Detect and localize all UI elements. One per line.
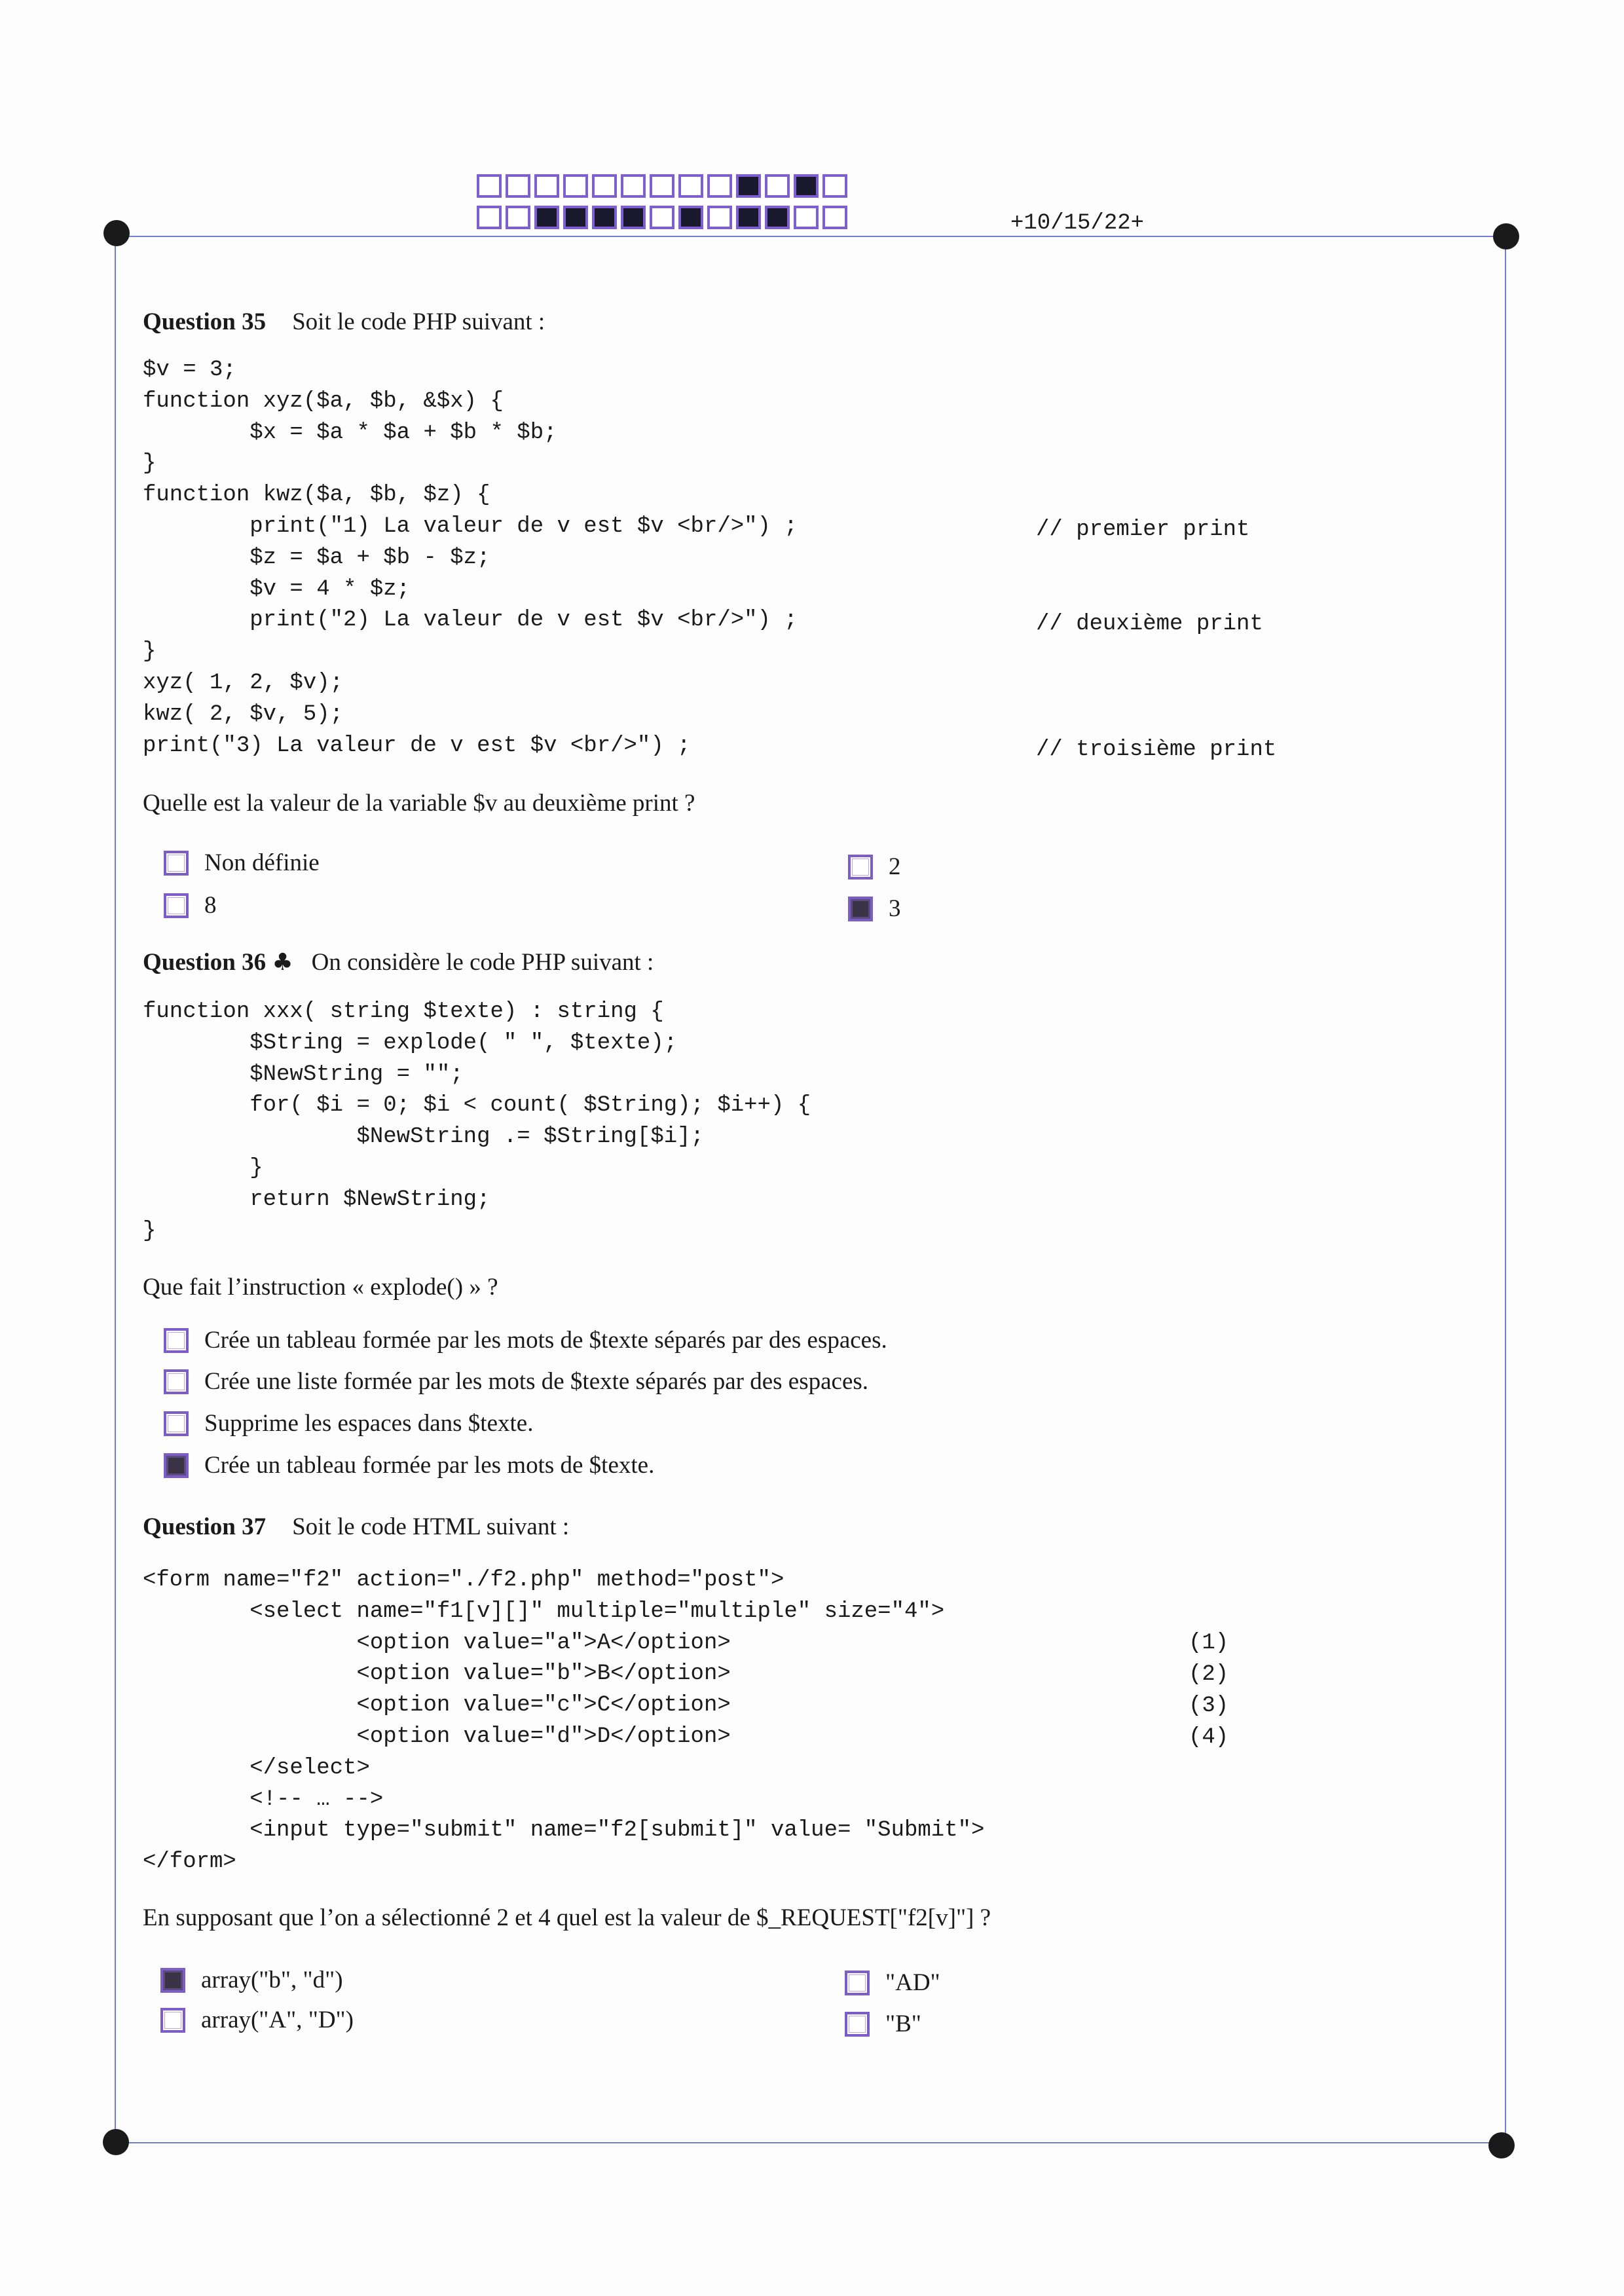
q36-choice-a[interactable]: [164, 1326, 887, 1354]
code-comment: // premier print: [1036, 517, 1250, 542]
code-comment: // troisième print: [1036, 737, 1277, 762]
frame-left-border: [115, 236, 116, 2142]
q36-choice-d[interactable]: [164, 1451, 654, 1479]
frame-top-border: [115, 236, 1506, 237]
question-36-header: [143, 948, 654, 976]
question-text: Soit le code PHP suivant :: [292, 308, 545, 335]
barcode-cell: [765, 174, 790, 198]
checkbox[interactable]: [164, 1411, 189, 1436]
barcode-cell: [506, 206, 530, 229]
barcode-cell: [534, 174, 559, 198]
choice-label: 8: [204, 892, 217, 919]
barcode-cell: [707, 174, 732, 198]
choice-label: Crée une liste formée par les mots de $texte séparés par des espaces.: [204, 1368, 869, 1395]
q36-prompt: Que fait l’instruction « explode() » ?: [143, 1274, 498, 1301]
checkbox-checked[interactable]: [160, 1968, 185, 1993]
barcode-cell: [621, 174, 646, 198]
question-text: Soit le code HTML suivant :: [292, 1513, 570, 1540]
barcode-row-1: [477, 174, 851, 198]
q35-choice-3[interactable]: [848, 895, 901, 923]
question-35-header: [143, 308, 545, 336]
corner-mark-bottom-right: [1488, 2132, 1515, 2158]
barcode-cell: [678, 174, 703, 198]
barcode-cell: [765, 206, 790, 229]
frame-right-border: [1505, 236, 1506, 2142]
q36-choice-b[interactable]: [164, 1367, 868, 1396]
barcode-cell: [650, 174, 674, 198]
barcode-cell: [794, 206, 819, 229]
choice-label: "B": [885, 2010, 921, 2037]
corner-mark-bottom-left: [103, 2129, 129, 2155]
barcode-cell: [563, 174, 588, 198]
club-icon: ♣: [272, 949, 293, 976]
q35-prompt: Quelle est la valeur de la variable $v au deuxième print ?: [143, 790, 695, 817]
barcode-cell: [736, 174, 761, 198]
barcode-cell: [621, 206, 646, 229]
q35-code-block: $v = 3; function xyz($a, $b, &$x) { $x = $a * $a + $b * $b; } function kwz($a, $b, $z) { print("1) La valeur de v est $v <br/>") ; $z = $a + $b - $z; $v = 4 * $z; print("2) La valeur de v est $v <br/>") ; } xyz( 1, 2, $v); kwz( 2, $v, 5); print("3) La valeur de v est $v <br/>") ;: [143, 358, 798, 758]
choice-label: Crée un tableau formée par les mots de $texte.: [204, 1452, 655, 1479]
barcode-cell: [822, 174, 847, 198]
choice-label: 2: [889, 853, 901, 880]
q35-choice-8[interactable]: [164, 891, 217, 919]
corner-mark-top-right: [1493, 223, 1519, 250]
question-number: Question 36: [143, 949, 267, 976]
question-number: Question 37: [143, 1513, 267, 1540]
checkbox-checked[interactable]: [164, 1453, 189, 1478]
checkbox[interactable]: [845, 1971, 870, 1995]
checkbox[interactable]: [160, 2008, 185, 2033]
barcode-cell: [506, 174, 530, 198]
choice-label: array("b", "d"): [201, 1967, 343, 1993]
q37-prompt: En supposant que l’on a sélectionné 2 et 4 quel est la valeur de $_REQUEST["f2[v]"] ?: [143, 1904, 991, 1931]
barcode-cell: [534, 206, 559, 229]
barcode-row-2: [477, 206, 851, 229]
barcode-cell: [650, 206, 674, 229]
choice-label: 3: [889, 895, 901, 922]
checkbox[interactable]: [164, 1369, 189, 1394]
checkbox[interactable]: [164, 1328, 189, 1353]
q37-choice-array-bd[interactable]: [160, 1966, 343, 1994]
q36-code-block: function xxx( string $texte) : string { $String = explode( " ", $texte); $NewString = ""; for( $i = 0; $i < count( $String); $i++) { $NewString .= $String[$i]; } return $NewString; }: [143, 999, 811, 1244]
question-text: On considère le code PHP suivant :: [311, 949, 654, 976]
checkbox[interactable]: [848, 855, 873, 880]
q37-choice-array-ad[interactable]: [160, 2006, 354, 2034]
choice-label: "AD": [885, 1969, 940, 1996]
checkbox[interactable]: [164, 851, 189, 876]
code-line-number: (1): [1189, 1631, 1229, 1656]
page-id: +10/15/22+: [1010, 211, 1145, 236]
code-line-number: (4): [1189, 1725, 1229, 1750]
barcode-cell: [736, 206, 761, 229]
barcode-cell: [592, 174, 617, 198]
barcode-cell: [563, 206, 588, 229]
q36-choice-c[interactable]: [164, 1409, 533, 1437]
checkbox-checked[interactable]: [848, 897, 873, 921]
frame-bottom-border: [115, 2142, 1506, 2143]
barcode-cell: [794, 174, 819, 198]
code-comment: // deuxième print: [1036, 612, 1263, 637]
barcode-cell: [707, 206, 732, 229]
choice-label: Supprime les espaces dans $texte.: [204, 1410, 534, 1437]
question-37-header: [143, 1513, 569, 1541]
q35-choice-non-definie[interactable]: [164, 849, 320, 877]
choice-label: Non définie: [204, 849, 320, 876]
barcode-cell: [592, 206, 617, 229]
code-line-number: (2): [1189, 1662, 1229, 1687]
q35-choice-2[interactable]: [848, 853, 901, 881]
question-number: Question 35: [143, 308, 267, 335]
corner-mark-top-left: [103, 220, 130, 246]
q37-choice-ad[interactable]: [845, 1969, 940, 1997]
barcode-cell: [477, 174, 502, 198]
checkbox[interactable]: [164, 893, 189, 918]
q37-choice-b[interactable]: [845, 2010, 921, 2038]
choice-label: Crée un tableau formée par les mots de $texte séparés par des espaces.: [204, 1327, 887, 1354]
barcode-cell: [477, 206, 502, 229]
barcode-cell: [678, 206, 703, 229]
choice-label: array("A", "D"): [201, 2007, 354, 2033]
code-line-number: (3): [1189, 1694, 1229, 1718]
barcode-cell: [822, 206, 847, 229]
checkbox[interactable]: [845, 2012, 870, 2037]
q37-code-block: <form name="f2" action="./f2.php" method="post"> <select name="f1[v][]" multiple="multiple" size="4"> <option value="a">A</option> <option value="b">B</option> <option value="c">C</option> <option value="d">D</option> </select> <!-- … --> <input type="submit" name="f2[submit]" value= "Submit"> </form>: [143, 1568, 985, 1875]
